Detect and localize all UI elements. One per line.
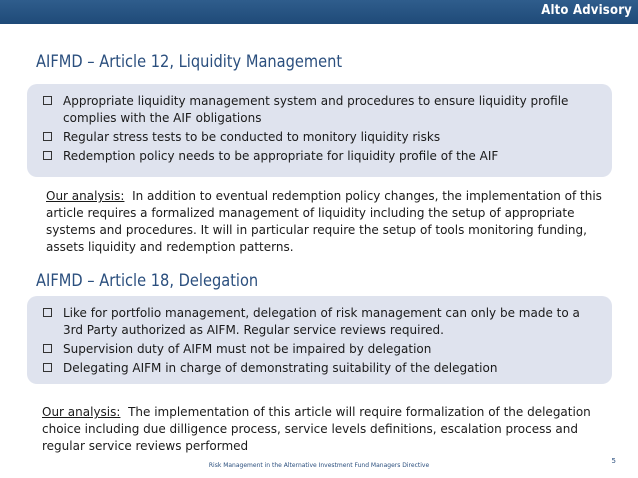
footer-text: Risk Management in the Alternative Investment Fund Managers Directive bbox=[208, 462, 430, 469]
bullet-item bbox=[27, 360, 612, 377]
header-bar bbox=[0, 0, 638, 24]
brand-name: Alto Advisory bbox=[541, 3, 632, 18]
checkbox-bullet-icon bbox=[43, 132, 52, 141]
bullet-item bbox=[27, 341, 612, 358]
analysis-text: The implementation of this article will require formalization of the delegation choice including due dilligence process, service levels definitions, escalation process and regular service reviews performed bbox=[42, 405, 591, 453]
checkbox-bullet-icon bbox=[43, 363, 52, 372]
analysis-label: Our analysis: bbox=[42, 405, 121, 419]
checkbox-bullet-icon bbox=[43, 151, 52, 160]
analysis-article-18 bbox=[42, 404, 602, 455]
analysis-label: Our analysis: bbox=[46, 189, 125, 203]
bullet-item bbox=[27, 305, 612, 339]
checkbox-bullet-icon bbox=[43, 96, 52, 105]
page-number: 5 bbox=[611, 457, 616, 465]
bullet-text: Redemption policy needs to be appropriate for liquidity profile of the AIF bbox=[63, 149, 499, 163]
analysis-text: In addition to eventual redemption policy changes, the implementation of this article requires a formalized management of liquidity including the setup of appropriate systems and procedures. It will in particular require the setup of tools monitoring funding, assets liquidity and redemption patterns. bbox=[46, 189, 602, 254]
bullet-text: Regular stress tests to be conducted to monitory liquidity risks bbox=[63, 130, 441, 144]
bullet-text: Like for portfolio management, delegation of risk management can only be made to a 3rd Party authorized as AIFM. Regular service reviews required. bbox=[63, 306, 580, 337]
bullet-text: Appropriate liquidity management system and procedures to ensure liquidity profile complies with the AIF obligations bbox=[63, 94, 569, 125]
bullet-text: Supervision duty of AIFM must not be impaired by delegation bbox=[63, 342, 432, 356]
checkbox-bullet-icon bbox=[43, 344, 52, 353]
requirements-box-article-12 bbox=[27, 84, 612, 177]
section-title-article-18: AIFMD – Article 18, Delegation bbox=[36, 271, 259, 291]
bullet-item bbox=[27, 148, 612, 165]
section-title-article-12: AIFMD – Article 12, Liquidity Management bbox=[36, 52, 343, 72]
analysis-article-12 bbox=[46, 188, 606, 256]
bullet-item bbox=[27, 93, 612, 127]
requirements-box-article-18 bbox=[27, 296, 612, 384]
bullet-item bbox=[27, 129, 612, 146]
bullet-text: Delegating AIFM in charge of demonstrating suitability of the delegation bbox=[63, 361, 498, 375]
checkbox-bullet-icon bbox=[43, 308, 52, 317]
